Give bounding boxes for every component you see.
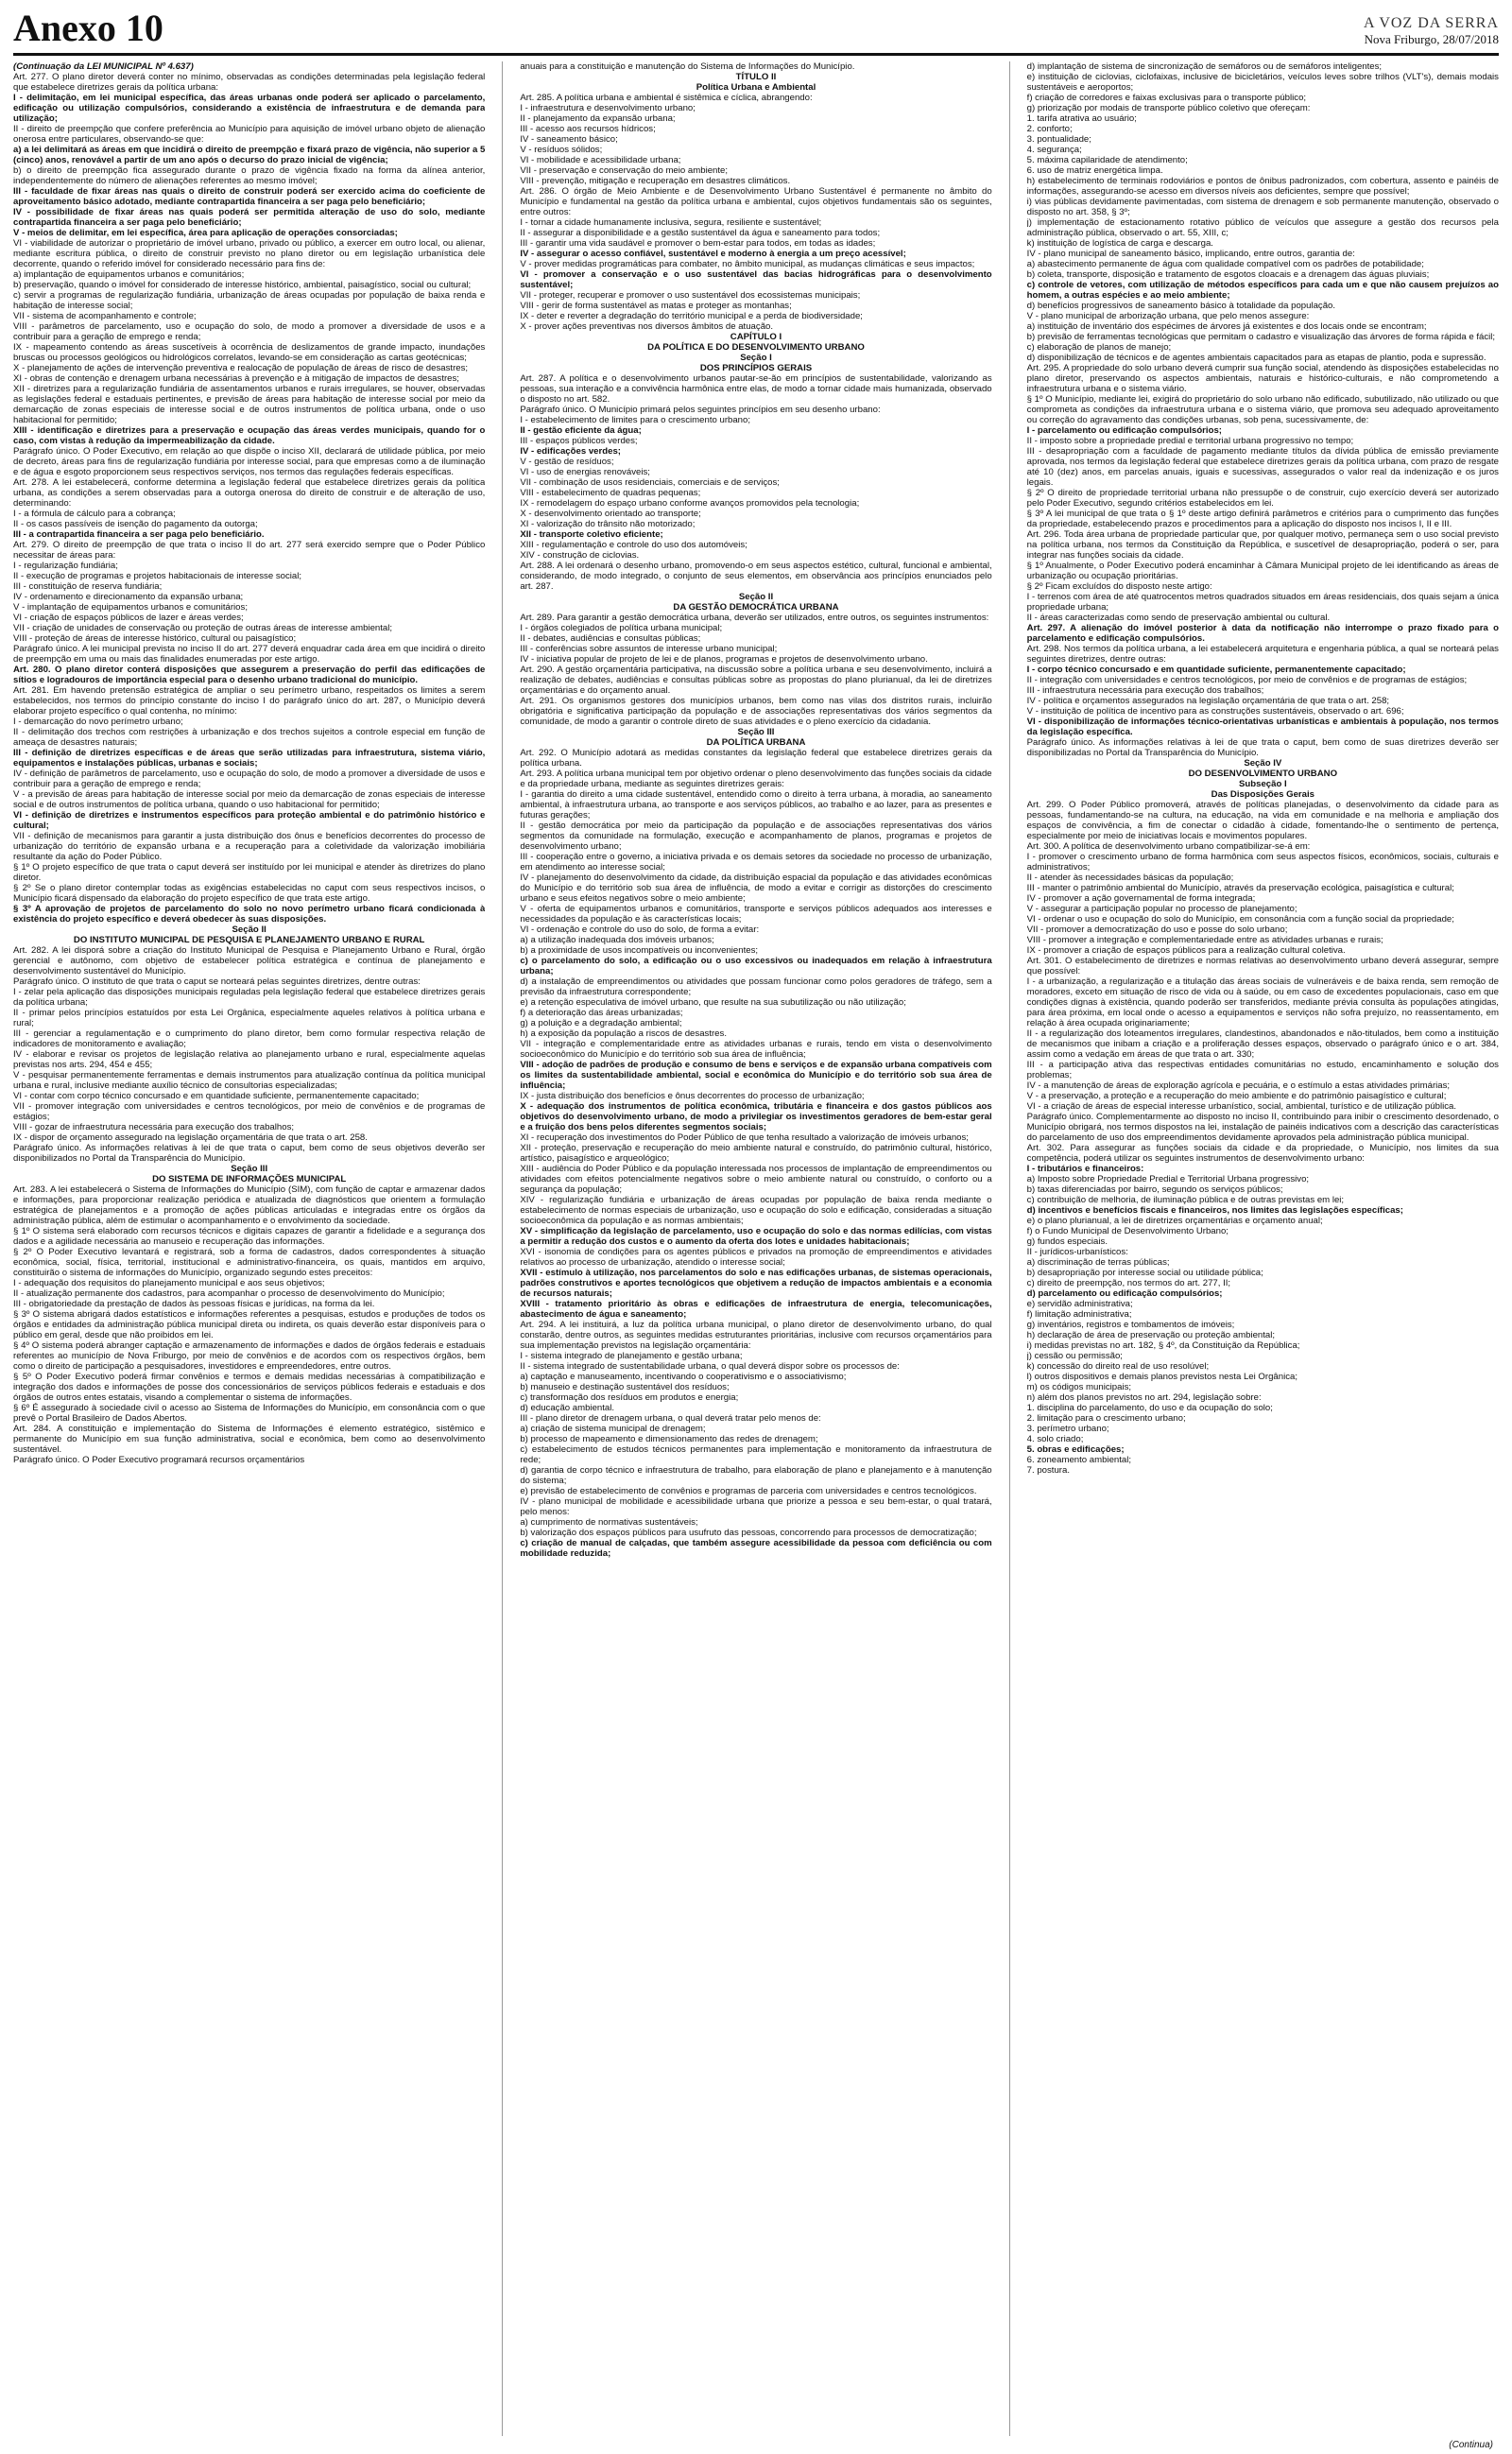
paragraph: III - constituição de reserva fundiária; <box>13 581 163 592</box>
paragraph: Art. 299. O Poder Público promoverá, através de políticas planejadas, o desenvolvimento da cidade para as pessoas, fundamentando-se na cultura, na educação, na vida em comunidade e na melhoria e ampliação dos espaços de convivência, a fim de conectar o cidadão à cidade, fomentando-lhe o sentimento de pertença, especialmente por meio de iniciativas locais e movimentos populares. <box>1026 800 1499 841</box>
section-heading: Seção II <box>738 592 774 602</box>
paragraph: Parágrafo único. Complementarmente ao disposto no inciso II, contribuindo para inibir o crescimento desordenado, o Município obrigará, nos termos dispostos na lei, instalação de painéis indicativos com a descrição das características do parcelamento de uso dos empreendimentos devidamente aprovados pela administração pública municipal. <box>1026 1112 1499 1143</box>
paragraph: c) transformação dos resíduos em produtos e energia; <box>520 1392 739 1403</box>
paragraph: k) concessão do direito real de uso resolúvel; <box>1026 1361 1210 1372</box>
section-heading: Seção II <box>232 925 266 935</box>
paragraph: Art. 282. A lei disporá sobre a criação do Instituto Municipal de Pesquisa e Planejamento Urbano e Rural, órgão gerencial e autônomo, com objetivo de estabelecer política estratégica e contínua de planejamento e desenvolvimento sustentável do Município. <box>13 945 486 976</box>
paragraph: c) servir a programas de regularização fundiária, urbanização de áreas ocupadas por população de baixa renda e habitação de interesse social; <box>13 290 486 311</box>
paragraph: VIII - prevenção, mitigação e recuperação em desastres climáticos. <box>520 176 791 186</box>
paragraph: Parágrafo único. A lei municipal prevista no inciso II do art. 277 deverá enquadrar cada área em que incidirá o direito de preempção em uma ou mais das finalidades enumeradas por este artigo. <box>13 644 486 665</box>
paragraph: III - conferências sobre assuntos de interesse urbano municipal; <box>520 644 778 654</box>
paragraph: e) servidão administrativa; <box>1026 1299 1133 1309</box>
paragraph: IX - mapeamento contendo as áreas suscetíveis à ocorrência de deslizamentos de grande impacto, inundações bruscas ou processos geológicos ou hidrológicos correlatos, levando-se em consideração as cartas geotécnicas; <box>13 342 486 363</box>
paragraph: 3. pontualidade; <box>1026 134 1091 145</box>
paragraph: VIII - estabelecimento de quadras pequenas; <box>520 488 701 498</box>
section-heading: DO INSTITUTO MUNICIPAL DE PESQUISA E PLANEJAMENTO URBANO E RURAL <box>73 935 425 945</box>
text-columns <box>13 61 1499 2436</box>
paragraph: VI - viabilidade de autorizar o proprietário de imóvel urbano, privado ou público, a exercer em outro local, ou alienar, mediante escritura pública, o direito de construir previsto no plano diretor ou em legislação urbanística dele decorrente, quando o referido imóvel for considerado necessário para fins de: <box>13 238 486 269</box>
text-column-1 <box>13 61 485 2436</box>
section-heading: DOS PRINCÍPIOS GERAIS <box>699 363 813 373</box>
paragraph: VIII - adoção de padrões de produção e consumo de bens e serviços e de expansão urbana compatíveis com os limites da sustentabilidade ambiental, social e econômica do Município e do território sob sua área de influência; <box>520 1060 992 1091</box>
paragraph: I - demarcação do novo perímetro urbano; <box>13 717 183 727</box>
paragraph: XIV - regularização fundiária e urbanização de áreas ocupadas por população de baixa renda mediante o estabelecimento de normas especiais de urbanização, uso e ocupação do solo e edificação, consideradas a situação socioeconômica da população e as normas ambientais; <box>520 1195 992 1226</box>
paragraph: c) o parcelamento do solo, a edificação ou o uso excessivos ou inadequados em relação à infraestrutura urbana; <box>520 956 992 976</box>
paragraph: III - cooperação entre o governo, a iniciativa privada e os demais setores da sociedade no processo de urbanização, em atendimento ao interesse social; <box>520 852 992 873</box>
paragraph: Art. 279. O direito de preempção de que trata o inciso II do art. 277 será exercido sempre que o Poder Público necessitar de áreas para: <box>13 540 486 561</box>
paragraph: X - prover ações preventivas nos diversos âmbitos de atuação. <box>520 321 774 332</box>
paragraph: II - os casos passíveis de isenção do pagamento da outorga; <box>13 519 258 529</box>
paragraph: Art. 287. A política e o desenvolvimento urbanos pautar-se-ão em princípios de sustentabilidade, valorizando as pessoas, sua interação e a convivência harmônica entre elas, de modo a tornar cidade mais humanizada, observado o disposto no art. 582. <box>520 373 992 405</box>
paragraph: c) criação de manual de calçadas, que também assegure acessibilidade da pessoa com deficiência ou com mobilidade reduzida; <box>520 1538 992 1559</box>
section-heading: Seção IV <box>1244 758 1282 769</box>
paragraph: § 3º O sistema abrigará dados estatísticos e informações referentes a pesquisas, estudos e produções de todos os órgãos e entidades da administração pública municipal direta ou indireta, os quais deverão estar disponíveis para o público em geral, desde que não proibidos em lei. <box>13 1309 486 1340</box>
paragraph: III - garantir uma vida saudável e promover o bem-estar para todos, em todas as idades; <box>520 238 876 249</box>
paragraph: i) vias públicas devidamente pavimentadas, com sistema de drenagem e sob permanente manutenção, observado o disposto no art. 358, § 3º; <box>1026 197 1499 217</box>
paragraph: VI - a criação de áreas de especial interesse urbanístico, social, ambiental, turístico e de utilização pública. <box>1026 1101 1457 1112</box>
paragraph: 5. máxima capilaridade de atendimento; <box>1026 155 1188 165</box>
paragraph: i) medidas previstas no art. 182, § 4º, da Constituição da República; <box>1026 1340 1300 1351</box>
paragraph: IX - remodelagem do espaço urbano conforme avanços promovidos pela tecnologia; <box>520 498 860 509</box>
paragraph: X - desenvolvimento orientado ao transporte; <box>520 509 701 519</box>
paragraph: VII - definição de mecanismos para garantir a justa distribuição dos ônus e benefícios decorrentes do processo de urbanização do território de expansão urbana e a recuperação para a coletividade da valorização imobiliária resultante da ação do Poder Público. <box>13 831 486 862</box>
paragraph: l) outros dispositivos e demais planos previstos nesta Lei Orgânica; <box>1026 1372 1298 1382</box>
section-heading: DO DESENVOLVIMENTO URBANO <box>1188 769 1338 779</box>
paragraph: 7. postura. <box>1026 1465 1070 1476</box>
paragraph: I - garantia do direito a uma cidade sustentável, entendido como o direito à terra urbana, à moradia, ao saneamento ambiental, à infraestrutura urbana, ao transporte e aos serviços públicos, ao trabalho e ao lazer, para as presentes e futuras gerações; <box>520 789 992 821</box>
paragraph: Art. 291. Os organismos gestores dos municípios urbanos, bem como nas vilas dos distritos rurais, incluirão obrigatória e significativa participação da população e de associações representativas dos vários segmentos da comunidade, de modo a garantir o controle direto de suas atividades e o pleno exercício da cidadania. <box>520 696 992 727</box>
paragraph: I - a fórmula de cálculo para a cobrança; <box>13 509 176 519</box>
paragraph: III - infraestrutura necessária para execução dos trabalhos; <box>1026 685 1264 696</box>
paragraph: Art. 286. O órgão de Meio Ambiente e de Desenvolvimento Urbano Sustentável é permanente no âmbito do Município e fundamental na gestão da política urbana e ambiental, cujos objetivos fundamentais são os seguintes, entre outros: <box>520 186 992 217</box>
paragraph: Art. 293. A política urbana municipal tem por objetivo ordenar o pleno desenvolvimento das funções sociais da cidade e da propriedade urbana, mediante as seguintes diretrizes gerais: <box>520 769 992 789</box>
paragraph: I - zelar pela aplicação das disposições municipais reguladas pela legislação federal que estabelece diretrizes gerais da política urbana; <box>13 987 486 1008</box>
paragraph: XI - obras de contenção e drenagem urbana necessárias à prevenção e à mitigação de impactos de desastres; <box>13 373 459 384</box>
paragraph: IX - dispor de orçamento assegurado na legislação orçamentária de que trata o art. 258. <box>13 1132 368 1143</box>
paragraph: XII - diretrizes para a regularização fundiária de assentamentos urbanos e rurais irregulares, se houver, observadas as legislações federal e estaduais pertinentes, e previsão de áreas para habitação de interesse social por meio da demarcação de zonas especiais de interesse social e de outros instrumentos de política urbana, onde o uso habitacional for permitido; <box>13 384 486 425</box>
paragraph: Art. 284. A constituição e implementação do Sistema de Informações é elemento estratégico, sistêmico e permanente do Município em sua função administrativa, social e econômica, bem como ao desenvolvimento sustentável. <box>13 1424 486 1455</box>
paragraph: § 1º O Município, mediante lei, exigirá do proprietário do solo urbano não edificado, subutilizado, não utilizado ou que comprometa as condições da infraestrutura urbana e o sistema viário, que promova seu adequado aproveitamento ou correção do agravamento das condições urbanas, sob pena, sucessivamente, de: <box>1026 394 1499 425</box>
continued-label: (Continua) <box>1449 2440 1493 2450</box>
paragraph: 2. limitação para o crescimento urbano; <box>1026 1413 1186 1424</box>
paragraph: e) previsão de estabelecimento de convênios e programas de parceria com universidades e centros tecnológicos. <box>520 1486 977 1496</box>
paragraph: c) contribuição de melhoria, de iluminação pública e de outras previstas em lei; <box>1026 1195 1345 1205</box>
paragraph: d) incentivos e benefícios fiscais e financeiros, nos limites das legislações específicas; <box>1026 1205 1403 1216</box>
column-divider <box>502 61 503 2436</box>
paragraph: IV - promover a ação governamental de forma integrada; <box>1026 893 1256 904</box>
paragraph: II - primar pelos princípios estatuídos por esta Lei Orgânica, especialmente aqueles relativos à política urbana e rural; <box>13 1008 486 1028</box>
paragraph: II - áreas caracterizadas como sendo de preservação ambiental ou cultural. <box>1026 613 1331 623</box>
paragraph: V - instituição de política de incentivo para as construções sustentáveis, observado o art. 696; <box>1026 706 1404 717</box>
paragraph: a) implantação de equipamentos urbanos e comunitários; <box>13 269 245 280</box>
paragraph: VI - mobilidade e acessibilidade urbana; <box>520 155 681 165</box>
paragraph: II - atender às necessidades básicas da população; <box>1026 873 1234 883</box>
paragraph: VII - proteger, recuperar e promover o uso sustentável dos ecossistemas municipais; <box>520 290 861 301</box>
paragraph: III - definição de diretrizes específicas e de áreas que serão utilizadas para infraestrutura, sistema viário, equipamentos e instalações públicas, urbanas e sociais; <box>13 748 486 769</box>
paragraph: III - obrigatoriedade da prestação de dados às pessoas físicas e jurídicas, na forma da lei. <box>13 1299 375 1309</box>
paragraph: Art. 298. Nos termos da política urbana, a lei estabelecerá arquitetura e engenharia pública, a qual se norteará pelas seguintes diretrizes, dentre outras: <box>1026 644 1499 665</box>
paragraph: § 2º O direito de propriedade territorial urbana não pressupõe o de construir, cujo exercício deverá ser autorizado pelo Poder Executivo, segundo critérios estabelecidos em lei. <box>1026 488 1499 509</box>
paragraph: Art. 301. O estabelecimento de diretrizes e normas relativas ao desenvolvimento urbano deverá assegurar, sempre que possível: <box>1026 956 1499 976</box>
paragraph: VI - uso de energias renováveis; <box>520 467 650 477</box>
paragraph: VII - sistema de acompanhamento e controle; <box>13 311 197 321</box>
paragraph: IV - ordenamento e direcionamento da expansão urbana; <box>13 592 244 602</box>
paragraph: Art. 277. O plano diretor deverá conter no mínimo, observadas as condições determinadas pela legislação federal que estabelece diretrizes gerais da política urbana: <box>13 72 486 93</box>
paragraph: IV - elaborar e revisar os projetos de legislação relativa ao planejamento urbano e rural, especialmente aquelas previstas nos arts. 294, 454 e 455; <box>13 1049 486 1070</box>
paragraph: III - a participação ativa das respectivas entidades comunitárias no estudo, encaminhamento e solução dos problemas; <box>1026 1060 1499 1080</box>
paragraph: XVI - isonomia de condições para os agentes públicos e privados na promoção de empreendimentos e atividades relativos ao processo de urbanização, atendido o interesse social; <box>520 1247 992 1268</box>
paragraph: VII - integração e complementaridade entre as atividades urbanas e rurais, tendo em vista o desenvolvimento socioeconômico do Município e do território sob sua área de influência; <box>520 1039 992 1060</box>
paragraph: c) controle de vetores, com utilização de métodos específicos para cada um e que não causem prejuízos ao homem, a outras espécies e ao meio ambiente; <box>1026 280 1499 301</box>
paragraph: § 6º É assegurado à sociedade civil o acesso ao Sistema de Informações do Município, em consonância com o que prevê o Portal Brasileiro de Dados Abertos. <box>13 1403 486 1424</box>
paragraph: III - plano diretor de drenagem urbana, o qual deverá tratar pelo menos de: <box>520 1413 821 1424</box>
paragraph: IV - possibilidade de fixar áreas nas quais poderá ser permitida alteração de uso do solo, mediante contrapartida financeira a ser paga pelo beneficiário; <box>13 207 486 228</box>
paragraph: I - sistema integrado de planejamento e gestão urbana; <box>520 1351 743 1361</box>
paragraph: Art. 289. Para garantir a gestão democrática urbana, deverão ser utilizados, entre outros, os seguintes instrumentos: <box>520 613 989 623</box>
paragraph: d) implantação de sistema de sincronização de semáforos ou de semáforos inteligentes; <box>1026 61 1383 72</box>
paragraph: II - gestão eficiente da água; <box>520 425 642 436</box>
paragraph: VI - contar com corpo técnico concursado e em quantidade suficiente, permanentemente capacitado; <box>13 1091 420 1101</box>
section-heading: Subseção I <box>1238 779 1287 789</box>
paragraph: IV - saneamento básico; <box>520 134 618 145</box>
paragraph: IV - definição de parâmetros de parcelamento, uso e ocupação do solo, de modo a promover a diversidade de usos e contribuir para a geração de emprego e renda; <box>13 769 486 789</box>
paragraph: d) a instalação de empreendimentos ou atividades que possam funcionar como polos geradores de tráfego, sem a previsão da infraestrutura correspondente; <box>520 976 992 997</box>
paragraph: f) criação de corredores e faixas exclusivas para o transporte público; <box>1026 93 1307 103</box>
paragraph: d) parcelamento ou edificação compulsórios; <box>1026 1288 1223 1299</box>
paragraph: XVIII - tratamento prioritário às obras e edificações de infraestrutura de energia, telecomunicações, abastecimento de água e saneamento; <box>520 1299 992 1320</box>
section-title: Anexo 10 <box>13 7 163 49</box>
section-heading: DA POLÍTICA E DO DESENVOLVIMENTO URBANO <box>647 342 865 353</box>
paragraph: VII - promover integração com universidades e centros tecnológicos, por meio de convênios e de programas de estágios; <box>13 1101 486 1122</box>
paragraph: g) priorização por modais de transporte público coletivo que ofereçam: <box>1026 103 1311 113</box>
paragraph: X - adequação dos instrumentos de política econômica, tributária e financeira e dos gastos públicos aos objetivos do desenvolvimento urbano, de modo a privilegiar os investimentos geradores de bem-estar geral e a fruição dos bens pelos diferentes segmentos sociais; <box>520 1101 992 1132</box>
paragraph: § 2º Ficam excluídos do disposto neste artigo: <box>1026 581 1212 592</box>
paragraph: II - sistema integrado de sustentabilidade urbana, o qual deverá dispor sobre os processos de: <box>520 1361 900 1372</box>
paragraph: V - implantação de equipamentos urbanos e comunitários; <box>13 602 248 613</box>
paragraph: II - atualização permanente dos cadastros, para acompanhar o processo de desenvolvimento do Município; <box>13 1288 445 1299</box>
paragraph: § 3º A aprovação de projetos de parcelamento do solo no novo perímetro urbano ficará condicionada à existência do projeto específico e deverá obedecer às suas disposições. <box>13 904 486 925</box>
paragraph: 2. conforto; <box>1026 124 1073 134</box>
paragraph: VII - criação de unidades de conservação ou proteção de outras áreas de interesse ambiental; <box>13 623 393 633</box>
section-heading: DA POLÍTICA URBANA <box>706 737 806 748</box>
paragraph: Art. 281. Em havendo pretensão estratégica de ampliar o seu perímetro urbano, respeitados os limites a serem estabelecidos, nos termos do princípio constante do inciso I do parágrafo único do art. 287, o Município deverá elaborar projeto específico o qual contenha, no mínimo: <box>13 685 486 717</box>
paragraph: IX - promover a criação de espaços públicos para a realização cultural coletiva. <box>1026 945 1346 956</box>
paragraph: I - tornar a cidade humanamente inclusiva, segura, resiliente e sustentável; <box>520 217 822 228</box>
paragraph: I - órgãos colegiados de política urbana municipal; <box>520 623 723 633</box>
paragraph: g) a poluição e a degradação ambiental; <box>520 1018 682 1028</box>
paragraph: Parágrafo único. As informações relativas à lei de que trata o caput, bem como de suas diretrizes deverão ser disponibilizadas no Portal da Transparência do Município. <box>1026 737 1499 758</box>
paragraph: b) o direito de preempção fica assegurado durante o prazo de vigência fixado na forma da alínea anterior, independentemente do número de alienações referentes ao mesmo imóvel; <box>13 165 486 186</box>
section-heading: DA GESTÃO DEMOCRÁTICA URBANA <box>673 602 839 613</box>
paragraph: Parágrafo único. O Poder Executivo, em relação ao que dispõe o inciso XII, declarará de utilidade pública, por meio de decreto, áreas para fins de regularização fundiária por interesse social, para que empresas como a de iluminação e de água e esgoto proporcionem seus respectivos serviços, nos termos das regulações federais específicas. <box>13 446 486 477</box>
paragraph: XII - proteção, preservação e recuperação do meio ambiente natural e construído, do patrimônio cultural, histórico, artístico, paisagístico e arqueológico; <box>520 1143 992 1164</box>
paragraph: h) declaração de área de preservação ou proteção ambiental; <box>1026 1330 1276 1340</box>
masthead <box>13 0 1499 56</box>
paragraph: II - planejamento da expansão urbana; <box>520 113 676 124</box>
paragraph: a) a utilização inadequada dos imóveis urbanos; <box>520 935 714 945</box>
paragraph: V - meios de delimitar, em lei específica, área para aplicação de operações consorciadas; <box>13 228 398 238</box>
paragraph: e) a retenção especulativa de imóvel urbano, que resulte na sua subutilização ou não utilização; <box>520 997 906 1008</box>
paragraph: Art. 295. A propriedade do solo urbano deverá cumprir sua função social, atendendo às disposições estabelecidas no plano diretor, preservando os aspectos ambientais, naturais e histórico-culturais, e não comprometendo a infraestrutura urbana e o sistema viário. <box>1026 363 1499 394</box>
section-heading: Das Disposições Gerais <box>1211 789 1314 800</box>
paragraph: VII - preservação e conservação do meio ambiente; <box>520 165 729 176</box>
paragraph: XIV - construção de ciclovias. <box>520 550 640 561</box>
paragraph: Parágrafo único. O Município primará pelos seguintes princípios em seu desenho urbano: <box>520 405 881 415</box>
paragraph: VI - ordenar o uso e ocupação do solo do Município, em consonância com a função social da propriedade; <box>1026 914 1454 925</box>
paragraph: § 4º O sistema poderá abranger captação e armazenamento de informações e dados de órgãos federais e estaduais referentes ao município de Nova Friburgo, por meio de convênios e de acordos com os respectivos órgãos, bem como o direito de participação a pesquisadores, investidores e empreendedores, entre outros. <box>13 1340 486 1372</box>
paragraph: VIII - gerir de forma sustentável as matas e proteger as montanhas; <box>520 301 792 311</box>
paragraph: § 1º Anualmente, o Poder Executivo poderá encaminhar à Câmara Municipal projeto de lei identificando as áreas de urbanização ou ocupação prioritárias. <box>1026 561 1499 581</box>
paragraph: c) estabelecimento de estudos técnicos permanentes para implementação e monitoramento da infraestrutura de rede; <box>520 1444 992 1465</box>
paragraph: Art. 285. A política urbana e ambiental é sistêmica e cíclica, abrangendo: <box>520 93 813 103</box>
paragraph: 4. segurança; <box>1026 145 1082 155</box>
paragraph: Art. 290. A gestão orçamentária participativa, na discussão sobre a política urbana e seu desenvolvimento, incluirá a realização de debates, audiências e consultas públicas sobre as propostas do plano plurianual, da lei de diretrizes orçamentárias e do orçamento anual. <box>520 665 992 696</box>
paragraph: b) coleta, transporte, disposição e tratamento de esgotos cloacais e a drenagem das águas pluviais; <box>1026 269 1430 280</box>
paragraph: V - gestão de resíduos; <box>520 457 614 467</box>
paragraph: II - jurídicos-urbanísticos: <box>1026 1247 1128 1257</box>
paragraph: 1. disciplina do parcelamento, do uso e da ocupação do solo; <box>1026 1403 1273 1413</box>
paper-info <box>1364 15 1499 53</box>
paragraph: a) discriminação de terras públicas; <box>1026 1257 1170 1268</box>
paragraph: 5. obras e edificações; <box>1026 1444 1125 1455</box>
paragraph: V - assegurar a participação popular no processo de planejamento; <box>1026 904 1297 914</box>
paragraph: I - tributários e financeiros: <box>1026 1164 1144 1174</box>
paragraph: II - direito de preempção que confere preferência ao Município para aquisição de imóvel urbano objeto de alienação onerosa entre particulares, observando-se que: <box>13 124 486 145</box>
paragraph: § 2º O Poder Executivo levantará e registrará, sob a forma de cadastros, dados correspondentes à situação econômica, social, física, territorial, institucional e administrativo-financeira, os quais, mantidos em arquivo, constituirão o sistema de informações do Município, organizado segundo estes preceitos: <box>13 1247 486 1278</box>
paragraph: Art. 288. A lei ordenará o desenho urbano, promovendo-o em seus aspectos estético, cultural, funcional e ambiental, considerando, de modo integrado, o conjunto de seus elementos, em observância aos princípios enunciados pelo art. 287. <box>520 561 992 592</box>
paragraph: IV - edificações verdes; <box>520 446 621 457</box>
paragraph: II - gestão democrática por meio da participação da população e de associações representativas dos vários segmentos da comunidade na formulação, execução e acompanhamento de planos, programas e projetos de desenvolvimento urbano; <box>520 821 992 852</box>
paragraph: a) abastecimento permanente de água com qualidade compatível com os padrões de potabilidade; <box>1026 259 1424 269</box>
paragraph: Art. 278. A lei estabelecerá, conforme determina a legislação federal que estabelece diretrizes gerais da política urbana, as condições a serem observadas para a outorga onerosa do direito de construir e de alteração de uso, determinando: <box>13 477 486 509</box>
paragraph: g) fundos especiais. <box>1026 1236 1108 1247</box>
paragraph: XII - transporte coletivo eficiente; <box>520 529 663 540</box>
paragraph: 3. perímetro urbano; <box>1026 1424 1109 1434</box>
paragraph: V - pesquisar permanentemente ferramentas e demais instrumentos para atualização contínua da política municipal urbana e rural, inclusive mediante auxílio técnico de consultorias especializadas; <box>13 1070 486 1091</box>
paragraph: V - plano municipal de arborização urbana, que pelo menos assegure: <box>1026 311 1310 321</box>
paragraph: VII - promover a democratização do uso e posse do solo urbano; <box>1026 925 1288 935</box>
paragraph: 4. solo criado; <box>1026 1434 1084 1444</box>
paragraph: IX - justa distribuição dos benefícios e ônus decorrentes do processo de urbanização; <box>520 1091 865 1101</box>
paragraph: II - debates, audiências e consultas públicas; <box>520 633 701 644</box>
paragraph: I - estabelecimento de limites para o crescimento urbano; <box>520 415 751 425</box>
paragraph: n) além dos planos previstos no art. 294, legislação sobre: <box>1026 1392 1262 1403</box>
paragraph: a) criação de sistema municipal de drenagem; <box>520 1424 706 1434</box>
paragraph: II - imposto sobre a propriedade predial e territorial urbana progressivo no tempo; <box>1026 436 1354 446</box>
paragraph: e) o plano plurianual, a lei de diretrizes orçamentárias e orçamento anual; <box>1026 1216 1323 1226</box>
paragraph: d) benefícios progressivos de saneamento básico à totalidade da população. <box>1026 301 1336 311</box>
paragraph: § 3º A lei municipal de que trata o § 1º deste artigo definirá parâmetros e critérios para o cumprimento das funções da propriedade, estabelecendo prazos e procedimentos para a aplicação do disposto nos incisos I, II e III. <box>1026 509 1499 529</box>
paragraph: m) os códigos municipais; <box>1026 1382 1132 1392</box>
text-column-2 <box>520 61 991 2436</box>
column-divider <box>1009 61 1010 2436</box>
paragraph: d) educação ambiental. <box>520 1403 615 1413</box>
paragraph: I - corpo técnico concursado e em quantidade suficiente, permanentemente capacitado; <box>1026 665 1406 675</box>
paragraph: XIII - regulamentação e controle do uso dos automóveis; <box>520 540 747 550</box>
paragraph: I - parcelamento ou edificação compulsórios; <box>1026 425 1222 436</box>
paragraph: f) a deterioração das áreas urbanizadas; <box>520 1008 683 1018</box>
paragraph: VI - criação de espaços públicos de lazer e áreas verdes; <box>13 613 244 623</box>
paragraph: e) instituição de ciclovias, ciclofaixas, inclusive de bicicletários, veículos leves sobre trilhos (VLT's), demais modais sustentáveis e aeroportos; <box>1026 72 1499 93</box>
newspaper-name: A VOZ DA SERRA <box>1363 15 1499 31</box>
paragraph: I - delimitação, em lei municipal específica, das áreas urbanas onde poderá ser aplicado o parcelamento, edificação ou utilização compulsórios, considerando a existência de infraestrutura e de demanda para utilização; <box>13 93 486 124</box>
section-heading: Seção I <box>740 353 772 363</box>
paragraph: Art. 300. A política de desenvolvimento urbano compatibilizar-se-á em: <box>1026 841 1311 852</box>
paragraph: § 1º O sistema será elaborado com recursos técnicos e digitais capazes de garantir a fidelidade e a segurança dos dados e a agilidade necessária ao manuseio e recuperação das informações. <box>13 1226 486 1247</box>
paragraph: XI - recuperação dos investimentos do Poder Público de que tenha resultado a valorização de imóveis urbanos; <box>520 1132 969 1143</box>
paragraph: II - execução de programas e projetos habitacionais de interesse social; <box>13 571 302 581</box>
section-heading: TÍTULO II <box>735 72 777 82</box>
paragraph: III - gerenciar a regulamentação e o cumprimento do plano diretor, bem como formular respectiva relação de indicadores de monitoramento e avaliação; <box>13 1028 486 1049</box>
paragraph: c) direito de preempção, nos termos do art. 277, II; <box>1026 1278 1231 1288</box>
paragraph: IV - política e orçamentos assegurados na legislação orçamentária de que trata o art. 258; <box>1026 696 1390 706</box>
paragraph: XIII - identificação e diretrizes para a preservação e ocupação das áreas verdes municipais, quando for o caso, com vistas à redução da impermeabilização da cidade. <box>13 425 486 446</box>
paragraph: Parágrafo único. As informações relativas à lei de que trata o caput, bem como de seus objetivos deverão ser disponibilizados no Portal da Transparência do Município. <box>13 1143 486 1164</box>
paragraph: V - resíduos sólidos; <box>520 145 603 155</box>
paragraph: a) captação e manuseamento, incentivando o cooperativismo e o associativismo; <box>520 1372 847 1382</box>
paragraph: (Continuação da LEI MUNICIPAL Nº 4.637) <box>13 61 194 72</box>
paragraph: I - a urbanização, a regularização e a titulação das áreas sociais de vulneráveis e de baixa renda, sem remoção de moradores, exceto em situação de risco de vida ou à saúde, ou em caso de excedentes populacionais, caso em que condições dignas à existência, quando poderão ser transferidos, mediante prévia consulta às populações atingidas, para área próxima, em local onde o acesso a equipamentos e serviços não sofra prejuízo, no reassentamento, em relação à área ocupada originariamente; <box>1026 976 1499 1028</box>
paragraph: II - assegurar a disponibilidade e a gestão sustentável da água e saneamento para todos; <box>520 228 881 238</box>
section-heading: Seção III <box>737 727 775 737</box>
paragraph: a) Imposto sobre Propriedade Predial e Territorial Urbana progressivo; <box>1026 1174 1310 1184</box>
paragraph: II - a regularização dos loteamentos irregulares, clandestinos, abandonados e não-titulados, bem como a instituição de mecanismos que inibam a criação e a proliferação desses espaços, observado o parágrafo único e o art. 384, assim como a vedação em áreas de que trata o art. 330; <box>1026 1028 1499 1060</box>
paragraph: IX - deter e reverter a degradação do território municipal e a perda de biodiversidade; <box>520 311 863 321</box>
paragraph: VIII - parâmetros de parcelamento, uso e ocupação do solo, de modo a promover a diversidade de usos e a contribuir para a geração de emprego e renda; <box>13 321 486 342</box>
paragraph: VI - ordenação e controle do uso do solo, de forma a evitar: <box>520 925 760 935</box>
paragraph: a) instituição de inventário dos espécimes de árvores já existentes e dos locais onde se encontram; <box>1026 321 1427 332</box>
paragraph: Art. 296. Toda área urbana de propriedade particular que, por qualquer motivo, permaneça sem o uso social previsto na política urbana, nos termos da Constituição da República, e suscetível de desapropriação, poderá o ser, para integrar nas funções sociais da cidade. <box>1026 529 1499 561</box>
paragraph: g) inventários, registros e tombamentos de imóveis; <box>1026 1320 1235 1330</box>
paragraph: I - promover o crescimento urbano de forma harmônica com seus aspectos físicos, econômicos, sociais, culturais e administrativos; <box>1026 852 1499 873</box>
paragraph: b) valorização dos espaços públicos para usufruto das pessoas, concorrendo para processos de democratização; <box>520 1528 977 1538</box>
paragraph: 6. uso de matriz energética limpa. <box>1026 165 1163 176</box>
paragraph: IV - plano municipal de mobilidade e acessibilidade urbana que priorize a pessoa e seu bem-estar, o qual tratará, pelo menos: <box>520 1496 992 1517</box>
section-heading: Política Urbana e Ambiental <box>696 82 816 93</box>
paragraph: 1. tarifa atrativa ao usuário; <box>1026 113 1137 124</box>
paragraph: I - terrenos com área de até quatrocentos metros quadrados situados em áreas residenciais, dos quais sejam a única propriedade urbana; <box>1026 592 1499 613</box>
paragraph: IV - iniciativa popular de projeto de lei e de planos, programas e projetos de desenvolvimento urbano. <box>520 654 928 665</box>
paragraph: III - manter o patrimônio ambiental do Município, através da preservação ecológica, paisagística e cultural; <box>1026 883 1454 893</box>
paragraph: I - regularização fundiária; <box>13 561 118 571</box>
paragraph: f) limitação administrativa; <box>1026 1309 1132 1320</box>
section-heading: Seção III <box>231 1164 268 1174</box>
paragraph: VI - promover a conservação e o uso sustentável das bacias hidrográficas para o desenvolvimento sustentável; <box>520 269 992 290</box>
paragraph: d) garantia de corpo técnico e infraestrutura de trabalho, para elaboração de plano e planejamento e à manutenção do sistema; <box>520 1465 992 1486</box>
paragraph: VII - combinação de usos residenciais, comerciais e de serviços; <box>520 477 780 488</box>
paragraph: Art. 292. O Município adotará as medidas constantes da legislação federal que estabelece diretrizes gerais da política urbana. <box>520 748 992 769</box>
publication-date: Nova Friburgo, 28/07/2018 <box>1364 32 1499 46</box>
paragraph: X - planejamento de ações de intervenção preventiva e realocação de população de áreas de risco de desastres; <box>13 363 469 373</box>
paragraph: Parágrafo único. O Poder Executivo programará recursos orçamentários <box>13 1455 305 1465</box>
paragraph: V - a preservação, a proteção e a recuperação do meio ambiente e do patrimônio paisagístico e cultural; <box>1026 1091 1447 1101</box>
paragraph: h) estabelecimento de terminais rodoviários e pontos de ônibus padronizados, com cobertura, assento e painéis de informações, assegurando-se acesso em diversos níveis aos deficientes, sempre que possível; <box>1026 176 1499 197</box>
paragraph: V - oferta de equipamentos urbanos e comunitários, transporte e serviços públicos adequados aos interesses e necessidades da população e às características locais; <box>520 904 992 925</box>
paragraph: I - infraestrutura e desenvolvimento urbano; <box>520 103 696 113</box>
paragraph: Art. 302. Para assegurar as funções sociais da cidade e da propriedade, o Município, nos limites da sua competência, poderá utilizar os seguintes instrumentos de desenvolvimento urbano: <box>1026 1143 1499 1164</box>
paragraph: IV - planejamento do desenvolvimento da cidade, da distribuição espacial da população e das atividades econômicas do Município e do território sob sua área de influência, de modo a evitar e corrigir as distorções do crescimento urbano e seus efeitos negativos sobre o meio ambiente; <box>520 873 992 904</box>
paragraph: b) desapropriação por interesse social ou utilidade pública; <box>1026 1268 1263 1278</box>
paragraph: IV - a manutenção de áreas de exploração agrícola e pecuária, e o estímulo a estas atividades primárias; <box>1026 1080 1451 1091</box>
paragraph: k) instituição de logística de carga e descarga. <box>1026 238 1213 249</box>
paragraph: b) processo de mapeamento e dimensionamento das redes de drenagem; <box>520 1434 818 1444</box>
paragraph: b) a proximidade de usos incompatíveis ou inconvenientes; <box>520 945 759 956</box>
paragraph: VIII - proteção de áreas de interesse histórico, cultural ou paisagístico; <box>13 633 297 644</box>
paragraph: II - integração com universidades e centros tecnológicos, por meio de convênios e de programas de estágios; <box>1026 675 1468 685</box>
paragraph: VI - disponibilização de informações técnico-orientativas urbanísticas e ambientais à população, nos termos da legislação específica. <box>1026 717 1499 737</box>
paragraph: III - faculdade de fixar áreas nas quais o direito de construir poderá ser exercido acima do coeficiente de aproveitamento básico adotado, mediante contrapartida financeira a ser paga pelo beneficiário; <box>13 186 486 207</box>
paragraph: Art. 294. A lei instituirá, a luz da política urbana municipal, o plano diretor de desenvolvimento urbano, do qual constarão, dentre outros, as seguintes medidas estruturantes prioritárias, inclusive com recursos orçamentários para sua implementação previstos na legislação orçamentária: <box>520 1320 992 1351</box>
paragraph: j) implementação de estacionamento rotativo público de veículos que assegure a gestão dos recursos pela administração pública, observado o art. 55, XIII, c; <box>1026 217 1499 238</box>
paragraph: § 5º O Poder Executivo poderá firmar convênios e termos e demais medidas necessárias à compatibilização e integração dos dados e informações de posse dos concessionários de serviços públicos federais e estaduais e dos órgãos de outros entes estatais, visando a complementar o sistema de informações. <box>13 1372 486 1403</box>
paragraph: Art. 297. A alienação do imóvel posterior à data da notificação não interrompe o prazo fixado para o parcelamento e edificação compulsórios. <box>1026 623 1499 644</box>
paragraph: IV - assegurar o acesso confiável, sustentável e moderno à energia a um preço acessível; <box>520 249 906 259</box>
paragraph: § 2º Se o plano diretor contemplar todas as exigências estabelecidas no caput com seus respectivos incisos, o Município ficará dispensado da elaboração do projeto específico de que trata este artigo. <box>13 883 486 904</box>
paragraph: III - acesso aos recursos hídricos; <box>520 124 656 134</box>
paragraph: XV - simplificação da legislação de parcelamento, uso e ocupação do solo e das normas edilícias, com vistas a permitir a redução dos custos e o aumento da oferta dos lotes e unidades habitacionais; <box>520 1226 992 1247</box>
paragraph: VIII - promover a integração e complementariedade entre as atividades urbanas e rurais; <box>1026 935 1383 945</box>
paragraph: VIII - gozar de infraestrutura necessária para execução dos trabalhos; <box>13 1122 295 1132</box>
paragraph: b) taxas diferenciadas por bairro, segundo os serviços públicos; <box>1026 1184 1283 1195</box>
paragraph: V - a previsão de áreas para habitação de interesse social por meio da demarcação de zonas especiais de interesse social e de outros instrumentos de política urbana, quando o uso habitacional for permitido; <box>13 789 486 810</box>
paragraph: VI - definição de diretrizes e instrumentos específicos para proteção ambiental e do patrimônio histórico e cultural; <box>13 810 486 831</box>
paragraph: III - desapropriação com a faculdade de pagamento mediante títulos da dívida pública de emissão previamente aprovada, nos termos da legislação federal que estabelece diretrizes gerais da política urbana, com prazo de resgate até 10 (dez) anos, em parcelas anuais, iguais e sucessivas, assegurados o valor real da indenização e os juros legais. <box>1026 446 1499 488</box>
paragraph: III - espaços públicos verdes; <box>520 436 638 446</box>
paragraph: I - adequação dos requisitos do planejamento municipal e aos seus objetivos; <box>13 1278 325 1288</box>
paragraph: b) manuseio e destinação sustentável dos resíduos; <box>520 1382 730 1392</box>
paragraph: § 1º O projeto específico de que trata o caput deverá ser instituído por lei municipal e atender às diretrizes do plano diretor. <box>13 862 486 883</box>
paragraph: anuais para a constituição e manutenção do Sistema de Informações do Município. <box>520 61 855 72</box>
paragraph: a) a lei delimitará as áreas em que incidirá o direito de preempção e fixará prazo de vigência, não superior a 5 (cinco) anos, renovável a partir de um ano após o decurso do prazo inicial de vigência; <box>13 145 486 165</box>
paragraph: V - prover medidas programáticas para combater, no âmbito municipal, as mudanças climáticas e seus impactos; <box>520 259 975 269</box>
section-heading: CAPÍTULO I <box>730 332 782 342</box>
paragraph: a) cumprimento de normativas sustentáveis; <box>520 1517 698 1528</box>
paragraph: Art. 283. A lei estabelecerá o Sistema de Informações do Município (SIM), com função de captar e armazenar dados e informações, para proporcionar realização periódica e atualizada de diagnósticos que orientem a formulação estratégica de planejamentos e a promoção de ações públicas articuladas e integradas entre os órgãos da administração pública, além de estimular o acompanhamento e o envolvimento da sociedade. <box>13 1184 486 1226</box>
paragraph: IV - plano municipal de saneamento básico, implicando, entre outros, garantia de: <box>1026 249 1355 259</box>
paragraph: II - delimitação dos trechos com restrições à urbanização e dos trechos sujeitos a controle especial em função de ameaça de desastres naturais; <box>13 727 486 748</box>
paragraph: XIII - audiência do Poder Público e da população interessada nos processos de implantação de empreendimentos ou atividades com efeitos potencialmente negativos sobre o meio ambiente natural ou construído, o conforto ou a segurança da população; <box>520 1164 992 1195</box>
paragraph: j) cessão ou permissão; <box>1026 1351 1123 1361</box>
paragraph: XI - valorização do trânsito não motorizado; <box>520 519 696 529</box>
paragraph: d) disponibilização de técnicos e de agentes ambientais capacitados para as etapas de plantio, poda e supressão. <box>1026 353 1486 363</box>
paragraph: Parágrafo único. O instituto de que trata o caput se norteará pelas seguintes diretrizes, dentre outras: <box>13 976 421 987</box>
paragraph: b) previsão de ferramentas tecnológicas que permitam o cadastro e visualização das árvores de forma rápida e fácil; <box>1026 332 1496 342</box>
paragraph: c) elaboração de planos de manejo; <box>1026 342 1172 353</box>
text-column-3 <box>1027 61 1499 2436</box>
paragraph: f) o Fundo Municipal de Desenvolvimento Urbano; <box>1026 1226 1228 1236</box>
paragraph: III - a contrapartida financeira a ser paga pelo beneficiário. <box>13 529 265 540</box>
paragraph: XVII - estímulo à utilização, nos parcelamentos do solo e nas edificações urbanas, de sistemas operacionais, padrões construtivos e aportes tecnológicos que objetivem a redução de impactos ambientais e a economia de recursos naturais; <box>520 1268 992 1299</box>
paragraph: b) preservação, quando o imóvel for considerado de interesse histórico, ambiental, paisagístico, social ou cultural; <box>13 280 472 290</box>
paragraph: h) a exposição da população a riscos de desastres. <box>520 1028 727 1039</box>
paragraph: 6. zoneamento ambiental; <box>1026 1455 1132 1465</box>
section-heading: DO SISTEMA DE INFORMAÇÕES MUNICIPAL <box>152 1174 347 1184</box>
paragraph: Art. 280. O plano diretor conterá disposições que assegurem a preservação do perfil das edificações de sítios e logradouros de importância especial para o desenho urbano tradicional do município. <box>13 665 486 685</box>
